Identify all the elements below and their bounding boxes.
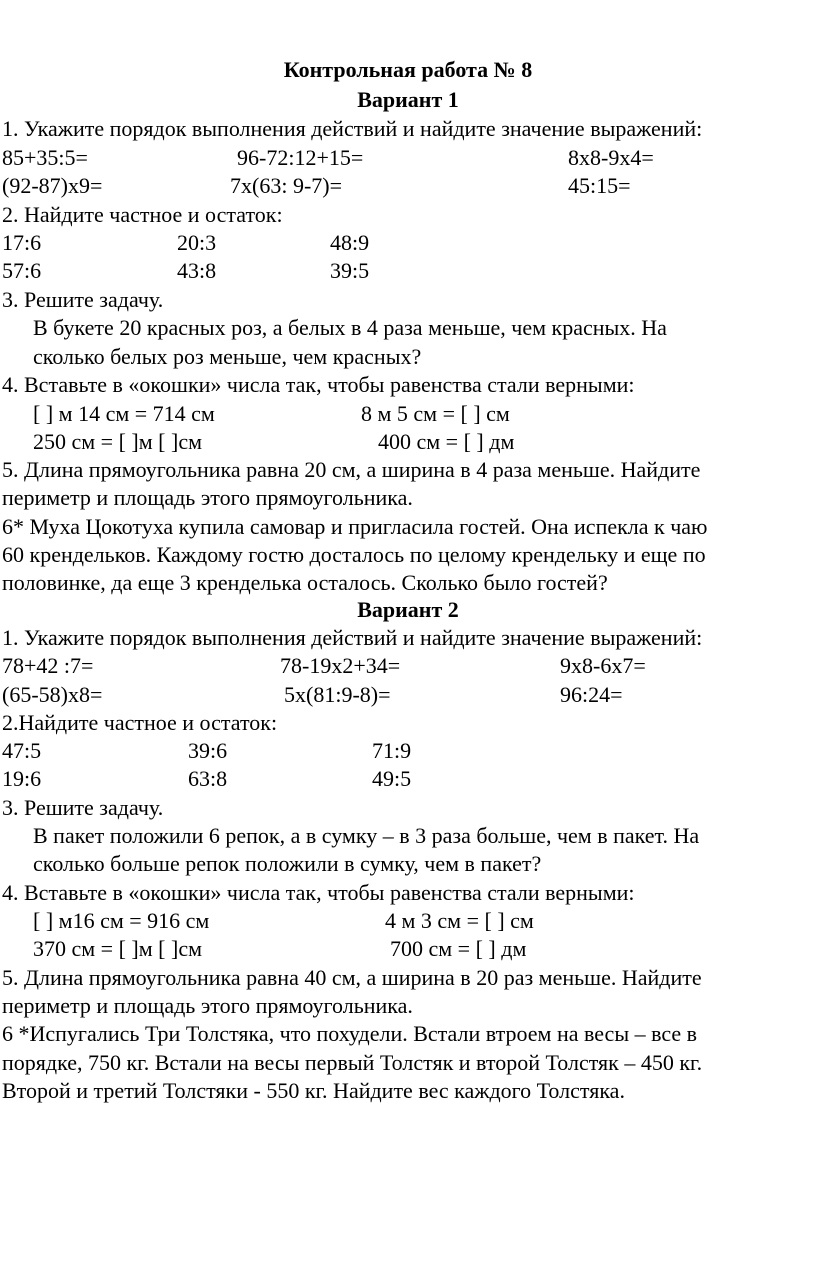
v1-task-5-text: периметр и площадь этого прямоугольника.	[2, 485, 413, 510]
v2-task-1-expr: (65-58)х8=	[2, 682, 103, 707]
v1-task-4-equation: [ ] м 14 см = 714 см	[33, 401, 215, 426]
v2-task-2-item: 71:9	[372, 738, 412, 763]
v1-task-3-problem: В букете 20 красных роз, а белых в 4 раза меньше, чем красных. На	[33, 315, 667, 340]
v1-task-4-equation: 400 см = [ ] дм	[378, 429, 515, 454]
v2-task-1-expr: 78-19х2+34=	[280, 653, 401, 678]
v1-task-2-item: 57:6	[2, 258, 42, 283]
v1-task-1-expr: 96-72:12+15=	[237, 145, 364, 170]
v1-task-1-expr: 45:15=	[568, 173, 631, 198]
v1-task-6-text: половинке, да еще 3 кренделька осталось. Сколько было гостей?	[2, 570, 608, 595]
variant-2-heading: Вариант 2	[357, 597, 459, 622]
v2-task-3-problem: В пакет положили 6 репок, а в сумку – в 3 раза больше, чем в пакет. На	[33, 823, 700, 848]
v1-task-1-expr: 7х(63: 9-7)=	[230, 173, 342, 198]
v2-task-5-text: 5. Длина прямоугольника равна 40 см, а ширина в 20 раз меньше. Найдите	[2, 965, 702, 990]
v1-task-6-text: 6* Муха Цокотуха купила самовар и пригласила гостей. Она испекла к чаю	[2, 514, 708, 539]
v2-task-1-expr: 96:24=	[560, 682, 623, 707]
v2-task-4-equation: 370 см = [ ]м [ ]см	[33, 936, 203, 961]
v1-task-2-item: 20:3	[177, 230, 217, 255]
v1-task-4-text: 4. Вставьте в «окошки» числа так, чтобы равенства стали верными:	[2, 372, 635, 397]
v1-task-2-text: 2. Найдите частное и остаток:	[2, 202, 283, 227]
v2-task-4-equation: 4 м 3 см = [ ] см	[385, 908, 534, 933]
v2-task-1-expr: 78+42 :7=	[2, 653, 94, 678]
v2-task-2-item: 19:6	[2, 766, 42, 791]
v2-task-6-text: порядке, 750 кг. Встали на весы первый Толстяк и второй Толстяк – 450 кг.	[2, 1050, 703, 1075]
v2-task-2-item: 63:8	[188, 766, 228, 791]
v1-task-2-item: 39:5	[330, 258, 370, 283]
page-title: Контрольная работа № 8	[283, 57, 533, 82]
v1-task-1-expr: 85+35:5=	[2, 145, 88, 170]
v1-task-6-text: 60 крендельков. Каждому гостю досталось по целому крендельку и еще по	[2, 542, 706, 567]
v1-task-2-item: 48:9	[330, 230, 370, 255]
v2-task-1-text: 1. Укажите порядок выполнения действий и найдите значение выражений:	[2, 625, 703, 650]
v1-task-3-text: 3. Решите задачу.	[2, 287, 164, 312]
v1-task-3-problem: сколько белых роз меньше, чем красных?	[33, 344, 422, 369]
v2-task-1-expr: 9х8-6х7=	[560, 653, 646, 678]
v1-task-5-text: 5. Длина прямоугольника равна 20 см, а ширина в 4 раза меньше. Найдите	[2, 457, 701, 482]
v2-task-4-equation: [ ] м16 см = 916 см	[33, 908, 210, 933]
v2-task-4-text: 4. Вставьте в «окошки» числа так, чтобы равенства стали верными:	[2, 880, 635, 905]
v1-task-4-equation: 8 м 5 см = [ ] см	[361, 401, 510, 426]
v2-task-6-text: Второй и третий Толстяки - 550 кг. Найдите вес каждого Толстяка.	[2, 1078, 625, 1103]
v1-task-1-expr: (92-87)х9=	[2, 173, 103, 198]
v1-task-2-item: 17:6	[2, 230, 42, 255]
v2-task-3-text: 3. Решите задачу.	[2, 795, 164, 820]
v2-task-5-text: периметр и площадь этого прямоугольника.	[2, 993, 413, 1018]
v1-task-1-text: 1. Укажите порядок выполнения действий и найдите значение выражений:	[2, 116, 703, 141]
v2-task-3-problem: сколько больше репок положили в сумку, чем в пакет?	[33, 851, 542, 876]
v1-task-4-equation: 250 см = [ ]м [ ]см	[33, 429, 203, 454]
variant-1-heading: Вариант 1	[357, 87, 459, 112]
v2-task-2-text: 2.Найдите частное и остаток:	[2, 710, 278, 735]
v1-task-1-expr: 8х8-9х4=	[568, 145, 654, 170]
v2-task-2-item: 39:6	[188, 738, 228, 763]
v1-task-2-item: 43:8	[177, 258, 217, 283]
v2-task-4-equation: 700 см = [ ] дм	[390, 936, 527, 961]
v2-task-6-text: 6 *Испугались Три Толстяка, что похудели. Встали втроем на весы – все в	[2, 1021, 698, 1046]
v2-task-2-item: 47:5	[2, 738, 42, 763]
v2-task-2-item: 49:5	[372, 766, 412, 791]
v2-task-1-expr: 5х(81:9-8)=	[284, 682, 391, 707]
